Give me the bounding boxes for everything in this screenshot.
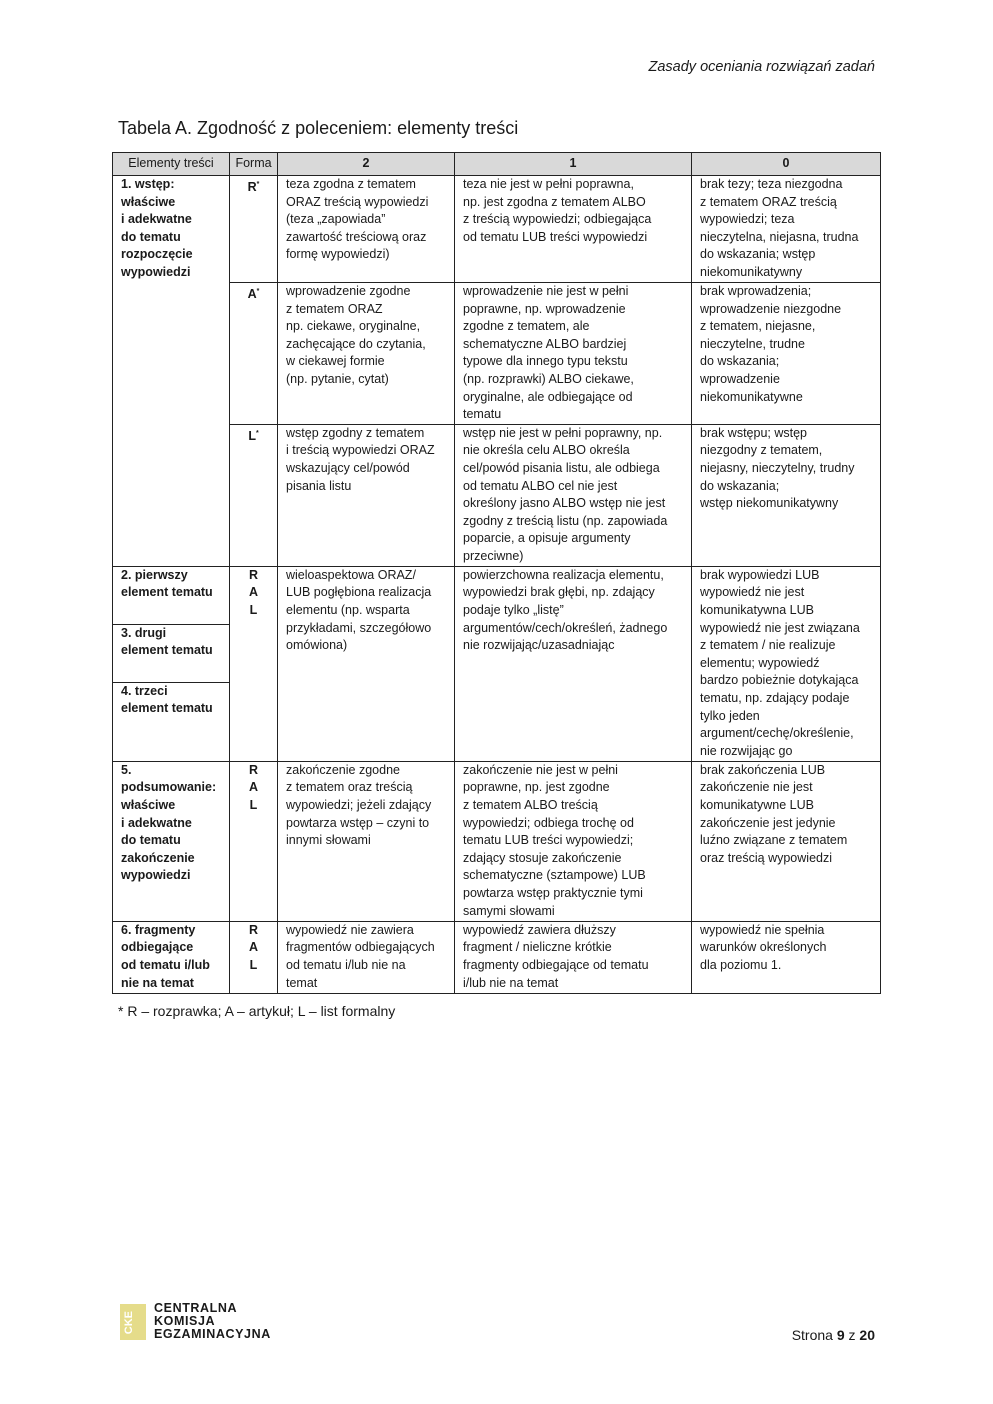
score-2-cell: wypowiedź nie zawiera fragmentów odbiegających od tematu i/lub nie na temat [278,921,455,993]
forma-cell: L* [230,424,278,566]
score-0-cell: brak wypowiedzi LUB wypowiedź nie jest komunikatywna LUB wypowiedź nie jest związana z tematem / nie realizuje elementu; wypowiedź bardzo pobieżnie dotykająca tematu, np. zdający podaje tylko jeden argument/cechę/określenie, nie rozwijając go [692,566,881,761]
footnote: * R – rozprawka; A – artykuł; L – list formalny [118,1003,396,1019]
page-number: Strona 9 z 20 [791,1327,875,1343]
table-row [113,566,881,624]
table-row [113,176,881,283]
running-header: Zasady oceniania rozwiązań zadań [648,59,875,75]
score-0-cell: wypowiedź nie spełnia warunków określonych dla poziomu 1. [692,921,881,993]
header-row [113,153,881,176]
forma-cell: R A L [230,761,278,921]
table-title: Tabela A. Zgodność z poleceniem: elementy treści [118,118,519,138]
col-header-score-2: 2 [278,153,455,176]
forma-cell: R A L [230,566,278,761]
table-row [113,761,881,921]
cke-logo-text: CENTRALNA KOMISJA EGZAMINACYJNA [154,1301,271,1341]
score-0-cell: brak tezy; teza niezgodna z tematem ORAZ treścią wypowiedzi; teza nieczytelna, niejasna, trudna do wskazania; wstęp niekomunikatywny [692,176,881,283]
element-label-fragments: 6. fragmenty odbiegające od tematu i/lub nie na temat [113,921,230,993]
score-1-cell: wypowiedź zawiera dłuższy fragment / nieliczne krótkie fragmenty odbiegające od tematu i/lub nie na temat [455,921,692,993]
element-label-summary: 5. podsumowanie: właściwe i adekwatne do tematu zakończenie wypowiedzi [113,761,230,921]
score-2-cell: wstęp zgodny z tematem i treścią wypowiedzi ORAZ wskazujący cel/powód pisania listu [278,424,455,566]
score-0-cell: brak wstępu; wstęp niezgodny z tematem, niejasny, nieczytelny, trudny do wskazania; wstęp niekomunikatywny [692,424,881,566]
element-label-second: 3. drugi element tematu [113,624,230,682]
score-2-cell: wprowadzenie zgodne z tematem ORAZ np. ciekawe, oryginalne, zachęcające do czytania, w ciekawej formie (np. pytanie, cytat) [278,283,455,425]
score-2-cell: wieloaspektowa ORAZ/ LUB pogłębiona realizacja elementu (np. wsparta przykładami, szczegółowo omówiona) [278,566,455,761]
cke-logo [120,1302,271,1341]
col-header-elements: Elementy treści [113,153,230,176]
cke-logo-mark: CKE [120,1304,146,1340]
forma-cell: R* [230,176,278,283]
element-label-first: 2. pierwszy element tematu [113,566,230,624]
score-1-cell: zakończenie nie jest w pełni poprawne, np. jest zgodne z tematem ALBO treścią wypowiedzi; odbiega trochę od tematu LUB treści wypowiedzi; zdający stosuje zakończenie schematyczne (sztampowe) LUB powtarza wstęp praktycznie tymi samymi słowami [455,761,692,921]
col-header-score-0: 0 [692,153,881,176]
score-1-cell: teza nie jest w pełni poprawna, np. jest zgodna z tematem ALBO z treścią wypowiedzi; odbiegająca od tematu LUB treści wypowiedzi [455,176,692,283]
score-0-cell: brak zakończenia LUB zakończenie nie jest komunikatywne LUB zakończenie jest jedynie luźno związane z tematem oraz treścią wypowiedzi [692,761,881,921]
col-header-forma: Forma [230,153,278,176]
criteria-table [112,152,881,994]
element-label-intro: 1. wstęp: właściwe i adekwatne do tematu rozpoczęcie wypowiedzi [113,176,230,567]
score-0-cell: brak wprowadzenia; wprowadzenie niezgodne z tematem, niejasne, nieczytelne, trudne do wskazania; wprowadzenie niekomunikatywne [692,283,881,425]
table-row [113,921,881,993]
score-1-cell: powierzchowna realizacja elementu, wypowiedzi brak głębi, np. zdający podaje tylko „listę” argumentów/cech/określeń, żadnego nie rozwijając/uzasadniając [455,566,692,761]
forma-cell: R A L [230,921,278,993]
col-header-score-1: 1 [455,153,692,176]
score-2-cell: zakończenie zgodne z tematem oraz treścią wypowiedzi; jeżeli zdający powtarza wstęp – czyni to innymi słowami [278,761,455,921]
forma-cell: A* [230,283,278,425]
element-label-third: 4. trzeci element tematu [113,682,230,761]
score-1-cell: wstęp nie jest w pełni poprawny, np. nie określa celu ALBO określa cel/powód pisania listu, ale odbiega od tematu ALBO cel nie jest określony jasno ALBO wstęp nie jest zgodny z treścią listu (np. zapowiada poparcie, a opisuje argumenty przeciwne) [455,424,692,566]
score-2-cell: teza zgodna z tematem ORAZ treścią wypowiedzi (teza „zapowiada” zawartość treściową oraz formę wypowiedzi) [278,176,455,283]
score-1-cell: wprowadzenie nie jest w pełni poprawne, np. wprowadzenie zgodne z tematem, ale schematyczne ALBO bardziej typowe dla innego typu tekstu (np. rozprawki) ALBO ciekawe, oryginalne, ale odbiegające od tematu [455,283,692,425]
